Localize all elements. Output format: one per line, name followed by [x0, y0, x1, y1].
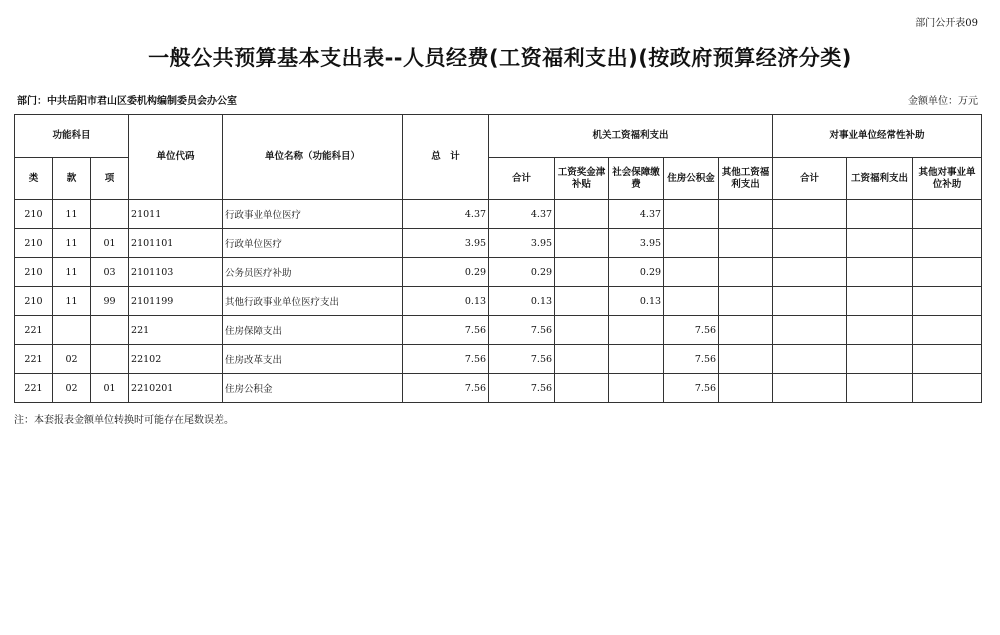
header-inst-other: 其他对事业单位补助 — [913, 158, 982, 200]
cell-inst-welfare — [847, 287, 913, 316]
cell-lei: 221 — [15, 316, 53, 345]
header-kuan: 款 — [53, 158, 91, 200]
cell-kuan — [53, 316, 91, 345]
cell-kuan: 11 — [53, 287, 91, 316]
cell-agency-other — [719, 200, 773, 229]
cell-inst-welfare — [847, 258, 913, 287]
cell-lei: 210 — [15, 229, 53, 258]
cell-name: 行政事业单位医疗 — [223, 200, 403, 229]
cell-agency-housing — [664, 258, 719, 287]
cell-kuan: 11 — [53, 258, 91, 287]
table-row — [15, 229, 982, 258]
page-title: 一般公共预算基本支出表--人员经费(工资福利支出)(按政府预算经济分类) — [148, 46, 852, 70]
cell-agency-bonus — [555, 316, 609, 345]
cell-lei: 210 — [15, 287, 53, 316]
cell-inst-welfare — [847, 345, 913, 374]
cell-agency-housing — [664, 200, 719, 229]
cell-name: 公务员医疗补助 — [223, 258, 403, 287]
cell-total: 0.13 — [403, 287, 489, 316]
cell-agency-subtotal: 0.29 — [489, 258, 555, 287]
cell-inst-subtotal — [773, 258, 847, 287]
cell-total: 7.56 — [403, 374, 489, 403]
cell-xiang: 01 — [91, 374, 129, 403]
cell-xiang — [91, 200, 129, 229]
cell-inst-subtotal — [773, 200, 847, 229]
cell-xiang — [91, 316, 129, 345]
cell-name: 住房保障支出 — [223, 316, 403, 345]
cell-agency-subtotal: 3.95 — [489, 229, 555, 258]
cell-inst-subtotal — [773, 229, 847, 258]
cell-agency-social: 0.13 — [609, 287, 664, 316]
cell-total: 7.56 — [403, 345, 489, 374]
header-agency-housing: 住房公积金 — [664, 158, 719, 200]
cell-agency-subtotal: 7.56 — [489, 374, 555, 403]
cell-agency-housing: 7.56 — [664, 345, 719, 374]
cell-kuan: 11 — [53, 229, 91, 258]
cell-kuan: 02 — [53, 374, 91, 403]
header-total: 总 计 — [403, 115, 489, 200]
header-lei: 类 — [15, 158, 53, 200]
cell-inst-subtotal — [773, 345, 847, 374]
cell-total: 0.29 — [403, 258, 489, 287]
header-agency-social: 社会保障缴费 — [609, 158, 664, 200]
cell-code: 21011 — [129, 200, 223, 229]
cell-inst-other — [913, 287, 982, 316]
cell-agency-housing — [664, 229, 719, 258]
cell-name: 住房改革支出 — [223, 345, 403, 374]
cell-name: 住房公积金 — [223, 374, 403, 403]
cell-inst-subtotal — [773, 287, 847, 316]
cell-inst-other — [913, 258, 982, 287]
cell-inst-other — [913, 200, 982, 229]
cell-agency-other — [719, 345, 773, 374]
cell-inst-other — [913, 345, 982, 374]
cell-inst-subtotal — [773, 316, 847, 345]
cell-lei: 221 — [15, 345, 53, 374]
cell-agency-housing — [664, 287, 719, 316]
form-number: 部门公开表09 — [915, 18, 978, 29]
cell-agency-social: 4.37 — [609, 200, 664, 229]
cell-agency-bonus — [555, 374, 609, 403]
header-agency-bonus: 工资奖金津补贴 — [555, 158, 609, 200]
cell-kuan: 11 — [53, 200, 91, 229]
header-xiang: 项 — [91, 158, 129, 200]
cell-agency-social — [609, 345, 664, 374]
cell-agency-social — [609, 374, 664, 403]
cell-agency-housing: 7.56 — [664, 374, 719, 403]
table-row — [15, 316, 982, 345]
cell-lei: 221 — [15, 374, 53, 403]
cell-agency-bonus — [555, 345, 609, 374]
cell-agency-subtotal: 4.37 — [489, 200, 555, 229]
header-inst-welfare: 工资福利支出 — [847, 158, 913, 200]
cell-code: 2101103 — [129, 258, 223, 287]
cell-name: 行政单位医疗 — [223, 229, 403, 258]
cell-xiang — [91, 345, 129, 374]
cell-total: 7.56 — [403, 316, 489, 345]
cell-total: 4.37 — [403, 200, 489, 229]
header-func-subject: 功能科目 — [15, 115, 129, 158]
header-unit-name: 单位名称（功能科目） — [223, 115, 403, 200]
cell-inst-welfare — [847, 374, 913, 403]
cell-kuan: 02 — [53, 345, 91, 374]
cell-xiang: 03 — [91, 258, 129, 287]
table-row — [15, 287, 982, 316]
department-label: 部门：中共岳阳市君山区委机构编制委员会办公室 — [17, 96, 237, 107]
cell-agency-other — [719, 316, 773, 345]
cell-agency-other — [719, 287, 773, 316]
header-agency-subtotal: 合计 — [489, 158, 555, 200]
cell-agency-subtotal: 0.13 — [489, 287, 555, 316]
cell-code: 22102 — [129, 345, 223, 374]
cell-agency-bonus — [555, 200, 609, 229]
cell-agency-other — [719, 229, 773, 258]
cell-xiang: 01 — [91, 229, 129, 258]
header-agency-other: 其他工资福利支出 — [719, 158, 773, 200]
cell-code: 2101101 — [129, 229, 223, 258]
cell-xiang: 99 — [91, 287, 129, 316]
cell-code: 2210201 — [129, 374, 223, 403]
cell-agency-other — [719, 374, 773, 403]
cell-inst-welfare — [847, 200, 913, 229]
header-agency-group: 机关工资福利支出 — [489, 115, 773, 158]
cell-agency-other — [719, 258, 773, 287]
cell-agency-social: 0.29 — [609, 258, 664, 287]
cell-inst-other — [913, 374, 982, 403]
table-row — [15, 258, 982, 287]
cell-inst-other — [913, 229, 982, 258]
cell-inst-subtotal — [773, 374, 847, 403]
table-row — [15, 200, 982, 229]
cell-total: 3.95 — [403, 229, 489, 258]
header-inst-group: 对事业单位经常性补助 — [773, 115, 982, 158]
table-row — [15, 345, 982, 374]
cell-agency-social — [609, 316, 664, 345]
header-inst-subtotal: 合计 — [773, 158, 847, 200]
header-unit-code: 单位代码 — [129, 115, 223, 200]
cell-inst-welfare — [847, 229, 913, 258]
cell-lei: 210 — [15, 258, 53, 287]
cell-agency-social: 3.95 — [609, 229, 664, 258]
cell-inst-welfare — [847, 316, 913, 345]
cell-agency-bonus — [555, 258, 609, 287]
table-row — [15, 374, 982, 403]
cell-agency-housing: 7.56 — [664, 316, 719, 345]
cell-code: 221 — [129, 316, 223, 345]
footnote: 注：本套报表金额单位转换时可能存在尾数误差。 — [14, 415, 234, 426]
cell-name: 其他行政事业单位医疗支出 — [223, 287, 403, 316]
amount-unit-label: 金额单位：万元 — [908, 96, 978, 107]
budget-table — [14, 114, 982, 403]
cell-agency-subtotal: 7.56 — [489, 316, 555, 345]
cell-agency-subtotal: 7.56 — [489, 345, 555, 374]
cell-code: 2101199 — [129, 287, 223, 316]
cell-lei: 210 — [15, 200, 53, 229]
cell-inst-other — [913, 316, 982, 345]
cell-agency-bonus — [555, 287, 609, 316]
cell-agency-bonus — [555, 229, 609, 258]
